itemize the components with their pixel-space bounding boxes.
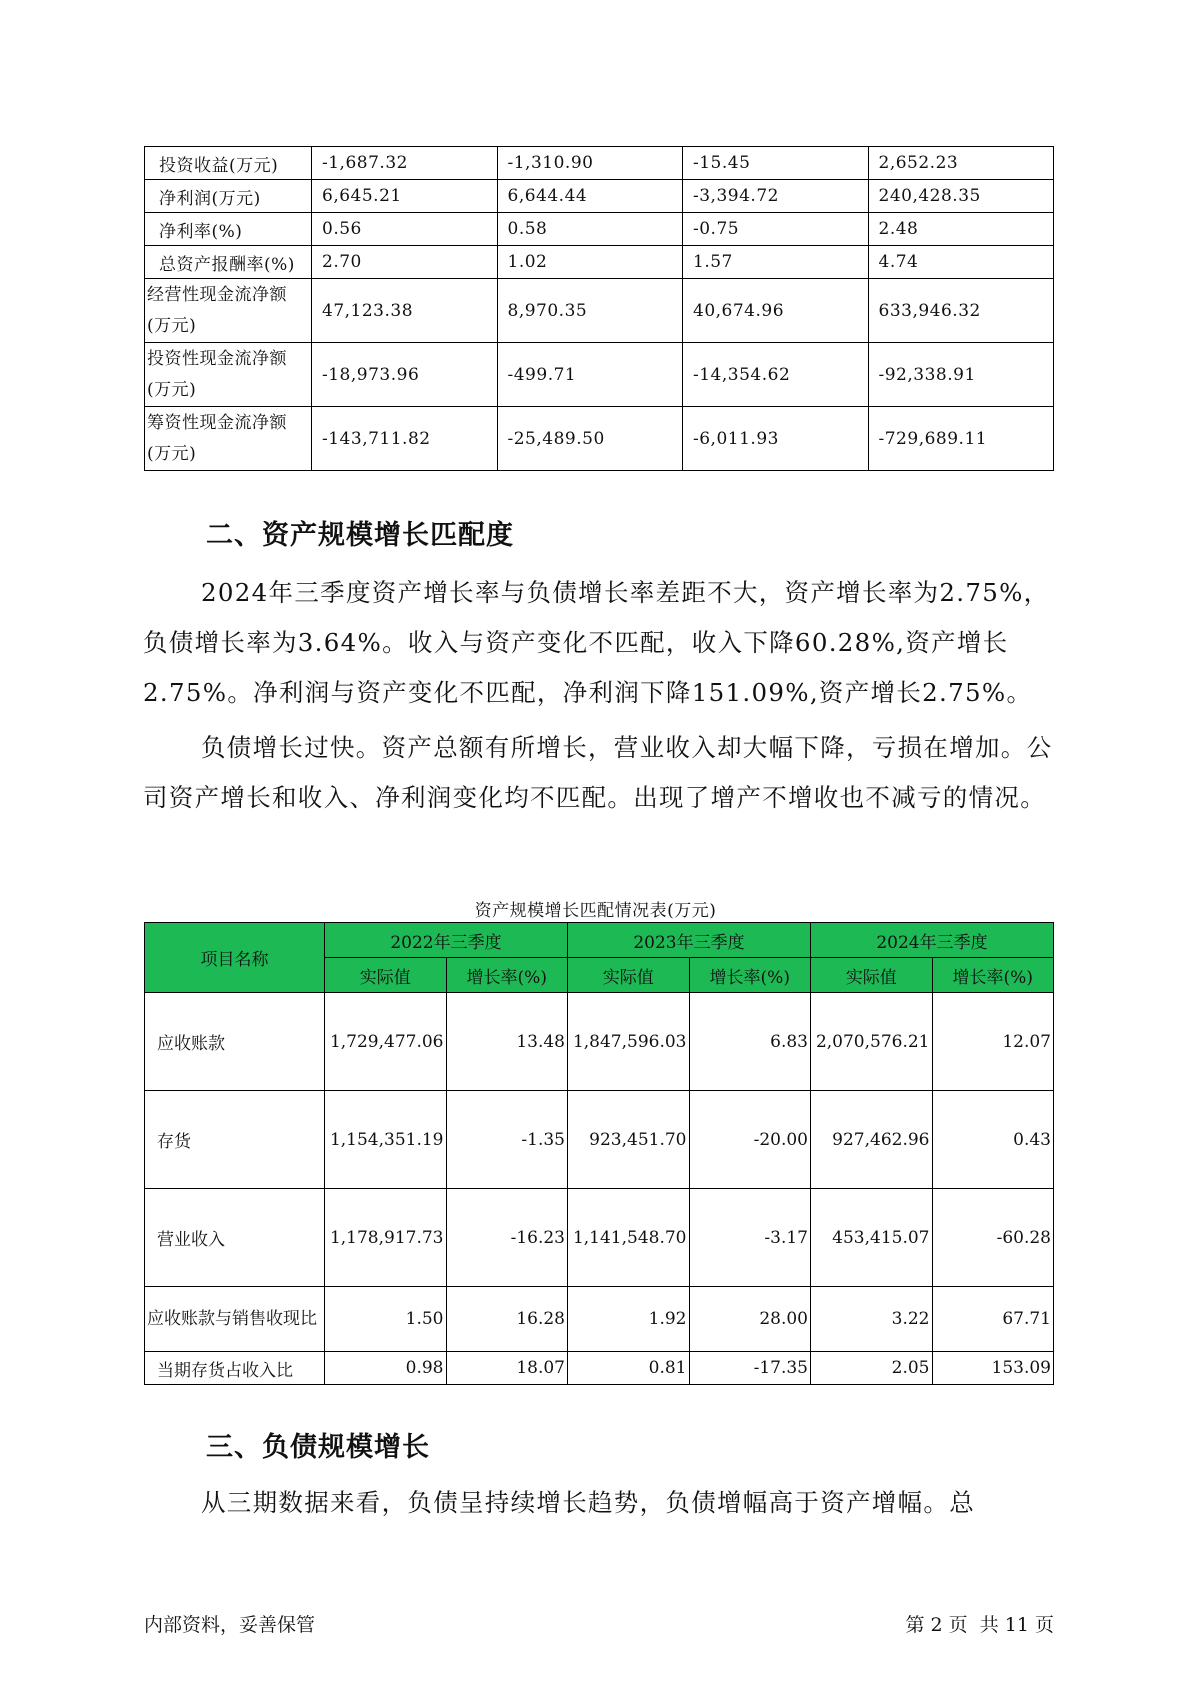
column-header-item: 项目名称 [145, 923, 325, 993]
row-label: 经营性现金流净额(万元) [145, 279, 312, 343]
cell-value: -499.71 [497, 343, 683, 407]
column-header-period: 2024年三季度 [811, 923, 1054, 958]
page-label: 第 2 页 [905, 1614, 968, 1636]
cell-value: 1.50 [325, 1287, 447, 1352]
cell-value: -17.35 [689, 1352, 811, 1385]
paragraph: 2024年三季度资产增长率与负债增长率差距不大，资产增长率为2.75%，负债增长率为3.64%。收入与资产变化不匹配，收入下降60.28%,资产增长2.75%。净利润与资产变化不匹配，净利润下降151.09%,资产增长2.75%。 [143, 578, 1050, 707]
cell-value: -729,689.11 [868, 407, 1054, 471]
cell-value: 4.74 [868, 246, 1054, 279]
cell-value: 240,428.35 [868, 180, 1054, 213]
cell-value: 40,674.96 [683, 279, 869, 343]
cell-value: -15.45 [683, 147, 869, 180]
cell-value: -3,394.72 [683, 180, 869, 213]
row-label: 应收账款 [145, 993, 325, 1091]
cell-value: -1,687.32 [312, 147, 498, 180]
total-pages-label: 共 11 页 [979, 1614, 1054, 1636]
row-label: 净利润(万元) [145, 180, 312, 213]
cell-value: -0.75 [683, 213, 869, 246]
table-row [145, 1352, 1054, 1385]
table-row [145, 1189, 1054, 1287]
footer-page-number [900, 1610, 1054, 1637]
table-row [145, 213, 1054, 246]
table-row [145, 1287, 1054, 1352]
cell-value: -1.35 [446, 1091, 568, 1189]
cell-value: -25,489.50 [497, 407, 683, 471]
financial-metrics-table [144, 146, 1054, 471]
cell-value: -18,973.96 [312, 343, 498, 407]
cell-value: -143,711.82 [312, 407, 498, 471]
table-row [145, 246, 1054, 279]
row-label: 应收账款与销售收现比 [145, 1287, 325, 1352]
table-row [145, 407, 1054, 471]
column-header-period: 2023年三季度 [568, 923, 811, 958]
column-header-actual: 实际值 [568, 958, 690, 993]
cell-value: 1,729,477.06 [325, 993, 447, 1091]
row-label: 筹资性现金流净额(万元) [145, 407, 312, 471]
cell-value: 1.57 [683, 246, 869, 279]
paragraph: 从三期数据来看，负债呈持续增长趋势，负债增幅高于资产增幅。总 [201, 1488, 975, 1517]
cell-value: 1,154,351.19 [325, 1091, 447, 1189]
cell-value: 1.02 [497, 246, 683, 279]
cell-value: 18.07 [446, 1352, 568, 1385]
cell-value: 28.00 [689, 1287, 811, 1352]
table-row [145, 147, 1054, 180]
cell-value: 3.22 [811, 1287, 933, 1352]
table-caption: 资产规模增长匹配情况表(万元) [474, 901, 717, 921]
cell-value: 1,141,548.70 [568, 1189, 690, 1287]
cell-value: 6,645.21 [312, 180, 498, 213]
cell-value: -1,310.90 [497, 147, 683, 180]
cell-value: 67.71 [932, 1287, 1054, 1352]
cell-value: -20.00 [689, 1091, 811, 1189]
cell-value: 927,462.96 [811, 1091, 933, 1189]
column-header-actual: 实际值 [811, 958, 933, 993]
table-header-row [145, 923, 1054, 958]
cell-value: 0.58 [497, 213, 683, 246]
table-row [145, 343, 1054, 407]
row-label: 净利率(%) [145, 213, 312, 246]
cell-value: 0.81 [568, 1352, 690, 1385]
column-header-period: 2022年三季度 [325, 923, 568, 958]
column-header-actual: 实际值 [325, 958, 447, 993]
cell-value: 0.56 [312, 213, 498, 246]
row-label: 投资收益(万元) [145, 147, 312, 180]
cell-value: -60.28 [932, 1189, 1054, 1287]
paragraph: 负债增长过快。资产总额有所增长，营业收入却大幅下降，亏损在增加。公司资产增长和收入、净利润变化均不匹配。出现了增产不增收也不减亏的情况。 [143, 733, 1053, 812]
row-label: 当期存货占收入比 [145, 1352, 325, 1385]
table-row [145, 993, 1054, 1091]
cell-value: 453,415.07 [811, 1189, 933, 1287]
table-row [145, 180, 1054, 213]
cell-value: 0.43 [932, 1091, 1054, 1189]
cell-value: 2.70 [312, 246, 498, 279]
cell-value: 0.98 [325, 1352, 447, 1385]
cell-value: 47,123.38 [312, 279, 498, 343]
cell-value: 8,970.35 [497, 279, 683, 343]
row-label: 存货 [145, 1091, 325, 1189]
table-row [145, 279, 1054, 343]
column-header-growth: 增长率(%) [932, 958, 1054, 993]
cell-value: 923,451.70 [568, 1091, 690, 1189]
column-header-growth: 增长率(%) [689, 958, 811, 993]
cell-value: 2.05 [811, 1352, 933, 1385]
cell-value: 633,946.32 [868, 279, 1054, 343]
cell-value: 12.07 [932, 993, 1054, 1091]
row-label: 总资产报酬率(%) [145, 246, 312, 279]
cell-value: 13.48 [446, 993, 568, 1091]
cell-value: -6,011.93 [683, 407, 869, 471]
column-header-growth: 增长率(%) [446, 958, 568, 993]
cell-value: 1,178,917.73 [325, 1189, 447, 1287]
cell-value: 2,070,576.21 [811, 993, 933, 1091]
row-label: 投资性现金流净额(万元) [145, 343, 312, 407]
cell-value: 153.09 [932, 1352, 1054, 1385]
section-heading: 二、资产规模增长匹配度 [206, 520, 514, 551]
cell-value: 1,847,596.03 [568, 993, 690, 1091]
cell-value: -14,354.62 [683, 343, 869, 407]
cell-value: -16.23 [446, 1189, 568, 1287]
cell-value: 2,652.23 [868, 147, 1054, 180]
cell-value: -3.17 [689, 1189, 811, 1287]
row-label: 营业收入 [145, 1189, 325, 1287]
table-row [145, 1091, 1054, 1189]
cell-value: 6,644.44 [497, 180, 683, 213]
cell-value: -92,338.91 [868, 343, 1054, 407]
asset-growth-match-table [144, 922, 1054, 1385]
cell-value: 16.28 [446, 1287, 568, 1352]
cell-value: 1.92 [568, 1287, 690, 1352]
section-heading: 三、负债规模增长 [206, 1432, 430, 1463]
cell-value: 2.48 [868, 213, 1054, 246]
cell-value: 6.83 [689, 993, 811, 1091]
footer-confidential-note: 内部资料，妥善保管 [144, 1614, 316, 1636]
